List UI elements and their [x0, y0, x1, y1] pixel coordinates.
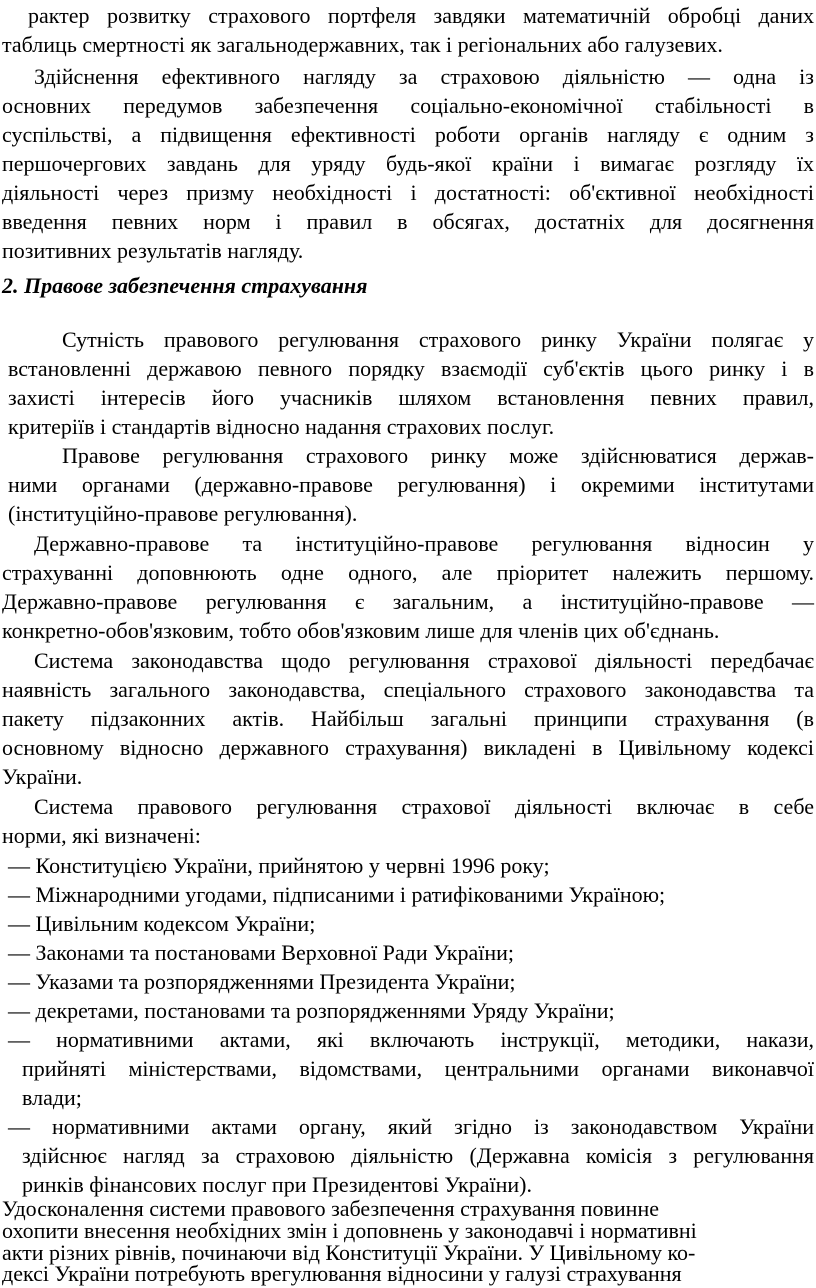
text-line: Сутність правового регулювання страхового ринку України полягає у	[62, 327, 814, 352]
text-line: ними органами (державно-правове регулювання) і окремими інститутами	[8, 472, 814, 497]
list-item-continuation: прийняті міністерствами, відомствами, центральними органами виконавчої	[22, 1056, 814, 1081]
list-item: — нормативними актами органу, який згідно із законодавством України	[8, 1114, 814, 1139]
text-line: критеріїв і стандартів відносно надання страхових послуг.	[8, 414, 555, 439]
list-item: — Законами та постановами Верховної Ради України;	[8, 940, 515, 965]
list-item: — Цивільним кодексом України;	[8, 911, 316, 936]
text-line: діяльності через призму необхідності і достатності: об'єктивної необхідності	[2, 180, 814, 205]
list-item: — Конституцією України, прийнятою у червні 1996 року;	[8, 853, 550, 878]
text-line: страхуванні доповнюють одне одного, але пріоритет належить першому.	[2, 560, 814, 585]
text-line: України.	[2, 764, 83, 789]
text-line: введення певних норм і правил в обсягах, достатніх для досягнення	[2, 209, 814, 234]
text-line: першочергових завдань для уряду будь-якої країни і вимагає розгляду їх	[2, 151, 814, 176]
text-line: основних передумов забезпечення соціально-економічної стабільності в	[2, 93, 814, 118]
text-line: Здійснення ефективного нагляду за страховою діяльністю — одна із	[34, 64, 814, 89]
text-line: позитивних результатів нагляду.	[2, 238, 304, 263]
list-item: — нормативними актами, які включають інструкції, методики, накази,	[8, 1027, 814, 1052]
text-line: таблиць смертності як загальнодержавних, так і регіональних або галузевих.	[2, 32, 723, 57]
list-item: — декретами, постановами та розпорядженнями Уряду України;	[8, 998, 615, 1023]
text-line: суспільстві, а підвищення ефективності роботи органів нагляду є одним з	[2, 122, 814, 147]
section-heading: 2. Правове забезпечення страхування	[2, 273, 368, 298]
list-item-continuation: влади;	[22, 1085, 82, 1110]
text-line: пакету підзаконних актів. Найбільш загальні принципи страхування (в	[2, 706, 814, 731]
text-line: встановленні державою певного порядку взаємодії суб'єктів цього ринку і в	[8, 356, 814, 381]
text-line: Удосконалення системи правового забезпечення страхування повинне	[2, 1196, 659, 1221]
text-line: (інституційно-правове регулювання).	[8, 501, 358, 526]
text-line: охопити внесення необхідних змін і доповнень у законодавчі і нормативні	[2, 1218, 697, 1243]
text-line: наявність загального законодавства, спеціального страхового законодавства та	[2, 677, 814, 702]
text-line: Система законодавства щодо регулювання страхової діяльності передбачає	[34, 648, 814, 673]
text-line: акти різних рівнів, починаючи від Конституції України. У Цивільному ко-	[2, 1240, 696, 1265]
text-line: Правове регулювання страхового ринку може здійснюватися держав-	[62, 443, 814, 468]
text-line: основному відносно державного страхування) викладені в Цивільному кодексі	[2, 735, 814, 760]
list-item-continuation: ринків фінансових послуг при Президентові України).	[22, 1172, 532, 1197]
text-line: дексі України потребують врегулювання відносини у галузі страхування	[2, 1261, 682, 1286]
list-item: — Указами та розпорядженнями Президента України;	[8, 969, 516, 994]
text-line: Система правового регулювання страхової діяльності включає в себе	[34, 794, 814, 819]
text-line: Державно-правове регулювання є загальним, а інституційно-правове —	[2, 589, 814, 614]
list-item: — Міжнародними угодами, підписаними і ратифікованими Україною;	[8, 882, 666, 907]
list-item-continuation: здійснює нагляд за страховою діяльністю (Державна комісія з регулювання	[22, 1143, 814, 1168]
text-line: захисті інтересів його учасників шляхом встановлення певних правил,	[8, 385, 814, 410]
text-line: Державно-правове та інституційно-правове регулювання відносин у	[34, 531, 814, 556]
text-line: норми, які визначені:	[2, 823, 201, 848]
text-line: конкретно-обов'язковим, тобто обов'язковим лише для членів цих об'єднань.	[2, 618, 720, 643]
text-line: рактер розвитку страхового портфеля завдяки математичній обробці даних	[28, 3, 814, 28]
